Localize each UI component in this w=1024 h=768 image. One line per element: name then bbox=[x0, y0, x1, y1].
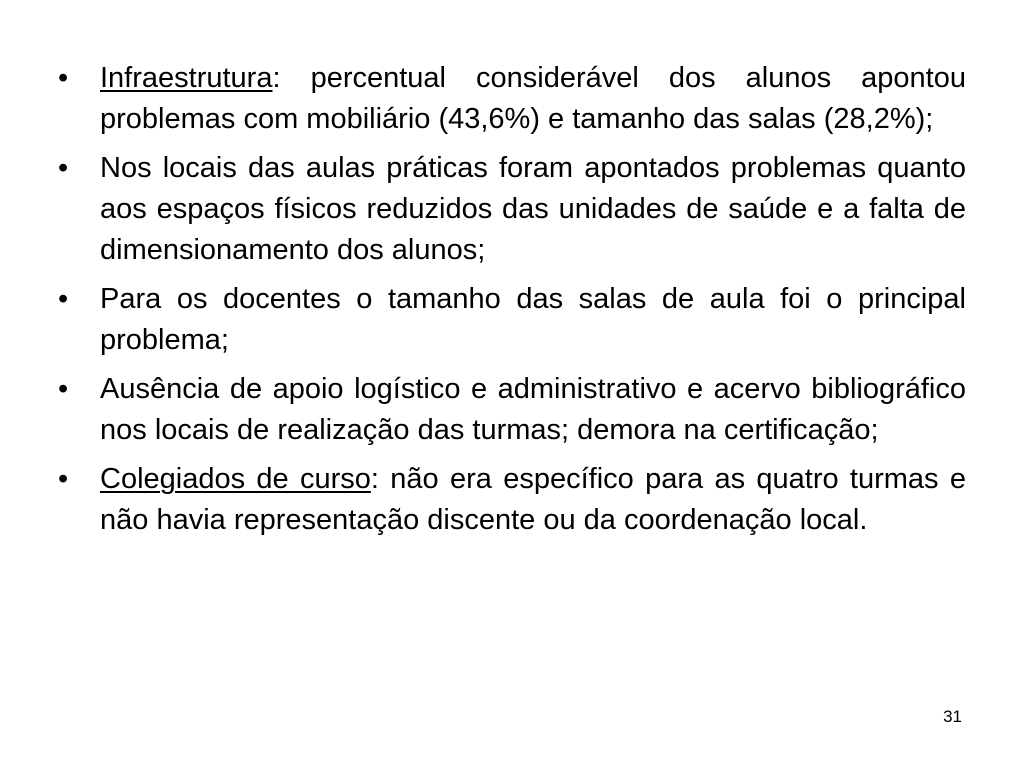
bullet-text bbox=[100, 279, 966, 361]
bullet-item-aulas-praticas bbox=[58, 148, 966, 271]
bullet-list bbox=[58, 58, 966, 549]
bullet-marker: • bbox=[58, 283, 69, 315]
bullet-body: Nos locais das aulas práticas foram apontados problemas quanto aos espaços físicos reduzidos das unidades de saúde e a falta de dimensionamento dos alunos; bbox=[100, 152, 966, 266]
bullet-item-colegiados bbox=[58, 459, 966, 541]
bullet-text bbox=[100, 459, 966, 541]
bullet-text bbox=[100, 369, 966, 451]
bullet-marker: • bbox=[58, 373, 69, 405]
bullet-text bbox=[100, 148, 966, 271]
bullet-body: : não era específico para as quatro turmas e não havia representação discente ou da coordenação local. bbox=[100, 463, 966, 536]
bullet-item-infraestrutura bbox=[58, 58, 966, 140]
bullet-body: Para os docentes o tamanho das salas de aula foi o principal problema; bbox=[100, 283, 966, 356]
bullet-marker: • bbox=[58, 62, 69, 94]
bullet-marker: • bbox=[58, 152, 69, 184]
bullet-item-docentes bbox=[58, 279, 966, 361]
bullet-marker: • bbox=[58, 463, 69, 495]
bullet-body: Ausência de apoio logístico e administrativo e acervo bibliográfico nos locais de realização das turmas; demora na certificação; bbox=[100, 373, 966, 446]
bullet-body: : percentual considerável dos alunos apontou problemas com mobiliário (43,6%) e tamanho das salas (28,2%); bbox=[100, 62, 966, 135]
page-number: 31 bbox=[943, 707, 962, 726]
bullet-item-apoio-logistico bbox=[58, 369, 966, 451]
bullet-heading-colegiados: Colegiados de curso bbox=[100, 463, 371, 495]
bullet-text bbox=[100, 58, 966, 140]
bullet-heading-infraestrutura: Infraestrutura bbox=[100, 62, 273, 94]
